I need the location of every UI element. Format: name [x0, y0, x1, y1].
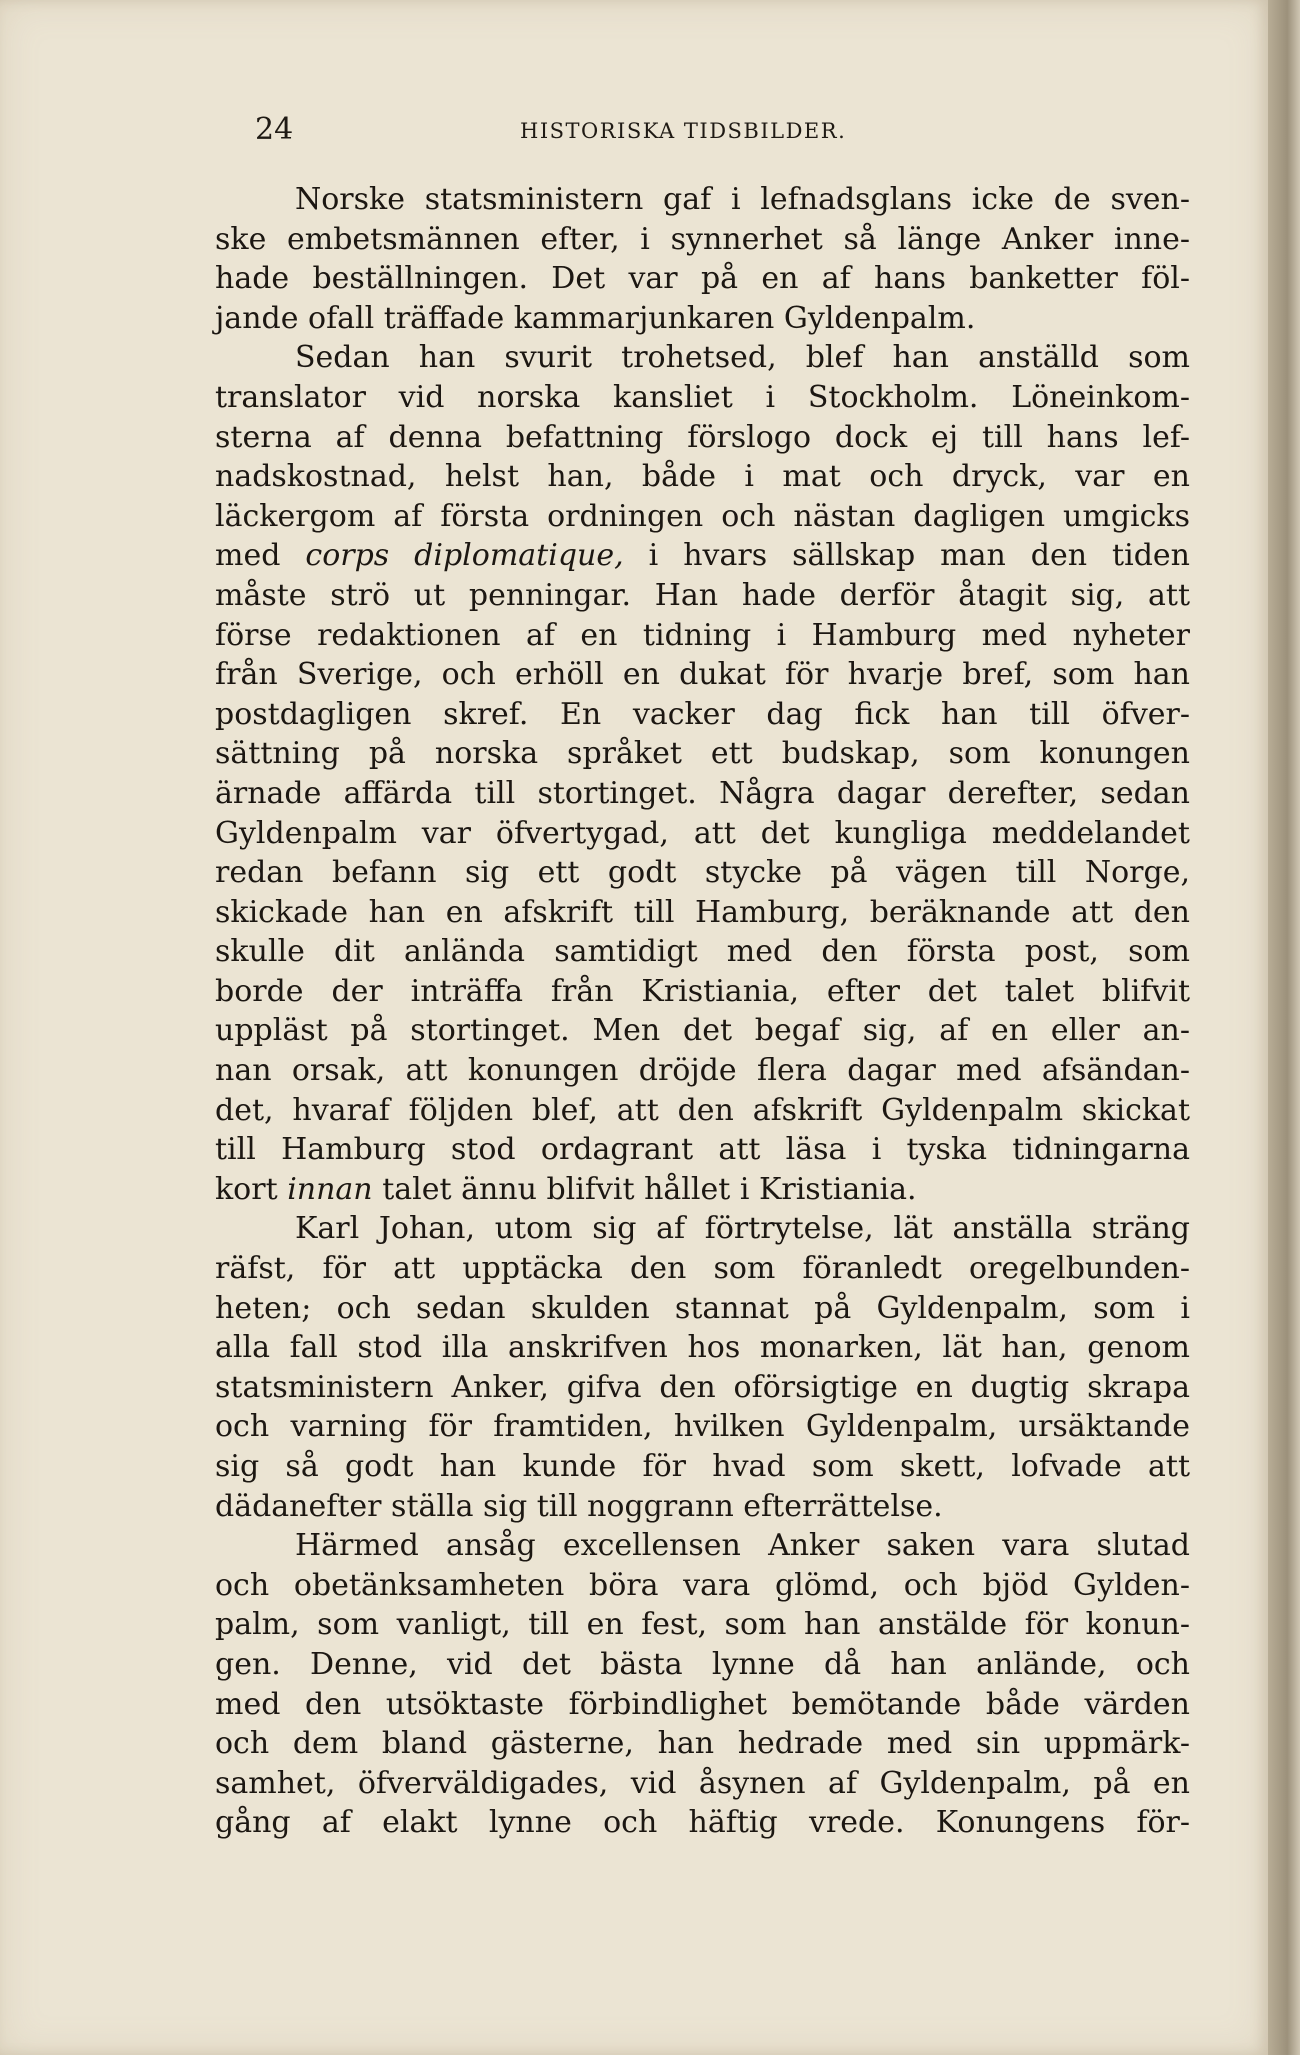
text-line: nan orsak, att konungen dröjde flera dagar med afsändan- — [215, 1053, 1190, 1089]
page-header — [255, 110, 955, 150]
text-line: Härmed ansåg excellensen Anker saken vara slutad — [295, 1528, 1190, 1564]
paragraph-2 — [215, 338, 1190, 1209]
text-line: nadskostnad, helst han, både i mat och dryck, var en — [215, 459, 1190, 495]
text-line-with-italic — [215, 536, 1190, 576]
text-line: läckergom af första ordningen och nästan dagligen umgicks — [215, 498, 1190, 534]
text-line: skickade han en afskrift till Hamburg, beräknande att den — [215, 894, 1190, 930]
paragraph-1 — [215, 180, 1190, 338]
text-line: Norske statsministern gaf i lefnadsglans icke de sven- — [295, 182, 1190, 217]
text-line: till Hamburg stod ordagrant att läsa i tyska tidningarna — [215, 1132, 1190, 1168]
text-line: från Sverige, och erhöll en dukat för hvarje bref, som han — [215, 657, 1190, 693]
text-segment: med — [215, 538, 281, 574]
running-title: HISTORISKA TIDSBILDER. — [520, 119, 847, 143]
paragraph-3 — [215, 1209, 1190, 1526]
text-line: och dem bland gästerne, han hedrade med sin uppmärk- — [215, 1726, 1190, 1762]
text-line: borde der inträffa från Kristiania, efter det talet blifvit — [215, 973, 1190, 1009]
text-line: det, hvaraf följden blef, att den afskrift Gyldenpalm skickat — [215, 1092, 1190, 1128]
text-segment: i hvars sällskap man den tiden — [648, 538, 1190, 574]
text-line: translator vid norska kansliet i Stockholm. Löneinkom- — [215, 379, 1190, 415]
text-line: Sedan han svurit trohetsed, blef han anställd som — [295, 340, 1190, 376]
text-line: postdagligen skref. En vacker dag fick han till öfver- — [215, 696, 1190, 732]
text-line: och varning för framtiden, hvilken Gyldenpalm, ursäktande — [215, 1409, 1190, 1445]
text-line: och obetänksamheten böra vara glömd, och bjöd Gylden- — [215, 1567, 1190, 1603]
text-line: sättning på norska språket ett budskap, som konungen — [215, 736, 1190, 772]
text-line: hade beställningen. Det var på en af hans banketter föl- — [215, 261, 1190, 297]
text-line: sig så godt han kunde för hvad som skett, lofvade att — [215, 1449, 1190, 1484]
text-line: uppläst på stortinget. Men det begaf sig, af en eller an- — [215, 1013, 1190, 1049]
text-line: redan befann sig ett godt stycke på vägen till Norge, — [215, 855, 1190, 891]
text-segment: talet ännu blifvit hållet i Kristiania. — [382, 1171, 917, 1207]
paragraph-4 — [215, 1526, 1190, 1843]
text-line: dädanefter ställa sig till noggrann efterrättelse. — [215, 1488, 943, 1524]
text-line: förse redaktionen af en tidning i Hamburg med nyheter — [215, 617, 1190, 653]
page-edge — [1268, 0, 1300, 2055]
text-line: gång af elakt lynne och häftig vrede. Konungens för- — [215, 1805, 1190, 1841]
italic-phrase: corps diplomatique, — [305, 538, 624, 574]
text-line: palm, som vanligt, till en fest, som han anstälde för konun- — [215, 1607, 1190, 1643]
text-line: ske embetsmännen efter, i synnerhet så länge Anker inne- — [215, 221, 1190, 257]
text-segment: kort — [215, 1171, 278, 1207]
text-line: Karl Johan, utom sig af förtrytelse, lät anställa sträng — [295, 1211, 1190, 1247]
text-line: alla fall stod illa anskrifven hos monarken, lät han, genom — [215, 1330, 1190, 1366]
body-text — [215, 180, 1190, 1843]
text-line: räfst, för att upptäcka den som föranledt oregelbunden- — [215, 1251, 1190, 1287]
text-line: måste strö ut penningar. Han hade derför åtagit sig, att — [215, 577, 1190, 613]
text-line: med den utsöktaste förbindlighet bemötande både värden — [215, 1686, 1190, 1722]
text-line: sterna af denna befattning förslogo dock ej till hans lef- — [215, 419, 1190, 455]
text-line: skulle dit anlända samtidigt med den första post, som — [215, 934, 1190, 970]
text-line: jande ofall träffade kammarjunkaren Gyldenpalm. — [215, 300, 976, 336]
italic-word: innan — [287, 1171, 373, 1207]
text-line: statsministern Anker, gifva den oförsigtige en dugtig skrapa — [215, 1369, 1190, 1405]
text-line: samhet, öfverväldigades, vid åsynen af Gyldenpalm, på en — [215, 1765, 1190, 1801]
text-line: Gyldenpalm var öfvertygad, att det kungliga meddelandet — [215, 815, 1190, 851]
text-line: gen. Denne, vid det bästa lynne då han anlände, och — [215, 1646, 1190, 1682]
text-line-with-italic — [215, 1170, 1190, 1210]
text-line: heten; och sedan skulden stannat på Gyldenpalm, som i — [215, 1290, 1190, 1326]
page-number: 24 — [255, 112, 294, 147]
text-line: ärnade affärda till stortinget. Några dagar derefter, sedan — [215, 775, 1190, 811]
